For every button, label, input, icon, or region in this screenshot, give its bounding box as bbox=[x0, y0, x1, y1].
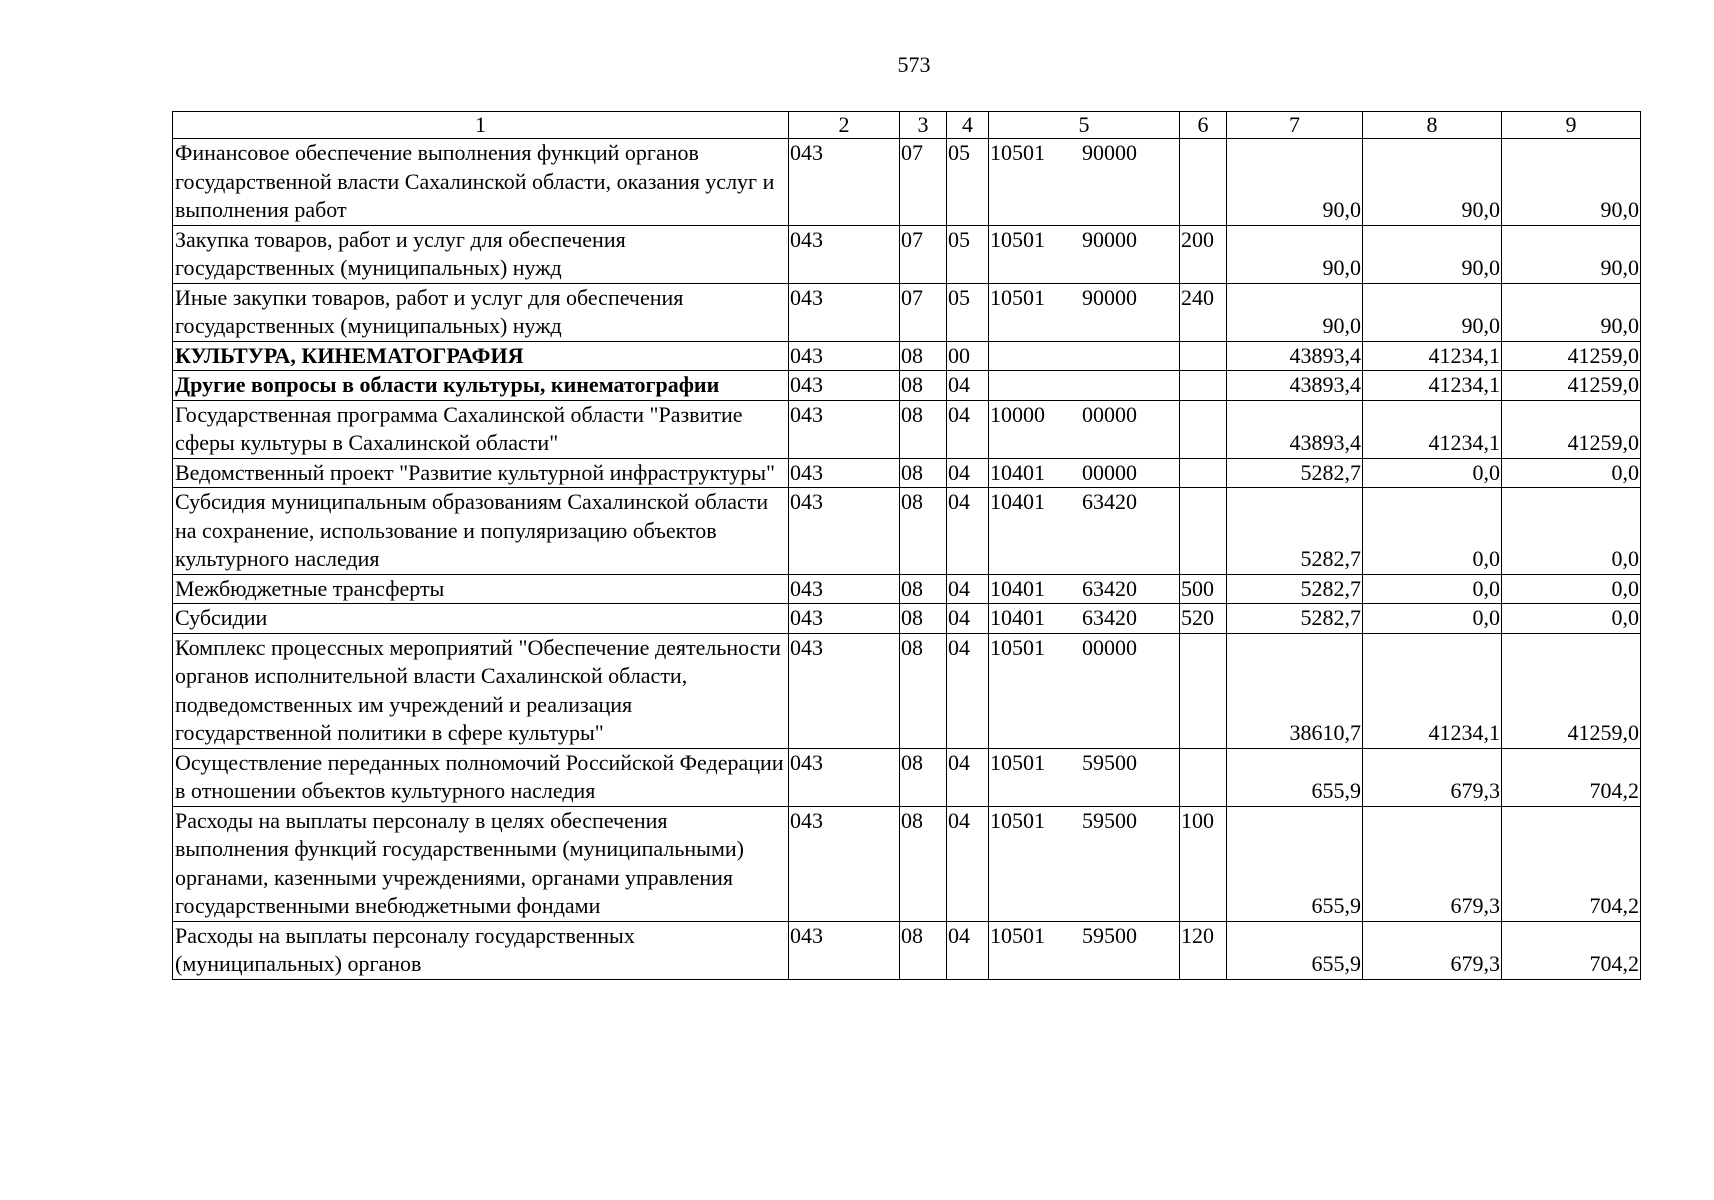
row-value-2026: 90,0 bbox=[1502, 283, 1641, 341]
row-target-code bbox=[989, 225, 1180, 283]
row-value-2024: 655,9 bbox=[1227, 748, 1363, 806]
row-target-code bbox=[989, 400, 1180, 458]
table-row bbox=[173, 806, 1641, 921]
row-target-code bbox=[989, 283, 1180, 341]
row-name: Расходы на выплаты персоналу в целях обеспечения выполнения функций государственными (муниципальными) органами, казенными учреждениями, органами управления государственными внебюджетными фондами bbox=[173, 806, 789, 921]
row-value-2026: 41259,0 bbox=[1502, 400, 1641, 458]
row-name: Иные закупки товаров, работ и услуг для обеспечения государственных (муниципальных) нужд bbox=[173, 283, 789, 341]
row-value-2025: 679,3 bbox=[1363, 921, 1502, 979]
row-vr-code: 240 bbox=[1180, 283, 1227, 341]
row-gr-code: 043 bbox=[789, 341, 900, 371]
target-code-part-a: 10501 bbox=[990, 634, 1045, 660]
column-header: 6 bbox=[1180, 112, 1227, 139]
column-header: 4 bbox=[947, 112, 989, 139]
table-row bbox=[173, 225, 1641, 283]
row-vr-code bbox=[1180, 748, 1227, 806]
row-rz-code: 07 bbox=[900, 139, 947, 226]
row-value-2024: 43893,4 bbox=[1227, 400, 1363, 458]
target-code-part-a: 10401 bbox=[990, 575, 1045, 601]
target-code-part-b: 90000 bbox=[1082, 140, 1137, 165]
row-vr-code: 500 bbox=[1180, 574, 1227, 604]
row-pr-code: 04 bbox=[947, 488, 989, 575]
row-target-code bbox=[989, 341, 1180, 371]
column-header: 8 bbox=[1363, 112, 1502, 139]
row-rz-code: 08 bbox=[900, 748, 947, 806]
row-name: Закупка товаров, работ и услуг для обеспечения государственных (муниципальных) нужд bbox=[173, 225, 789, 283]
row-name: Субсидии bbox=[173, 604, 789, 634]
row-target-code bbox=[989, 574, 1180, 604]
target-code-part-b: 63420 bbox=[1082, 575, 1137, 601]
table-row bbox=[173, 400, 1641, 458]
target-code-part-a: 10401 bbox=[990, 489, 1045, 514]
row-gr-code: 043 bbox=[789, 458, 900, 488]
column-header: 1 bbox=[173, 112, 789, 139]
row-gr-code: 043 bbox=[789, 574, 900, 604]
row-name: Комплекс процессных мероприятий "Обеспечение деятельности органов исполнительной власти Сахалинской области, подведомственных им учреждений и реализация государственной политики в сфере культуры" bbox=[173, 633, 789, 748]
row-value-2025: 41234,1 bbox=[1363, 371, 1502, 401]
row-value-2026: 41259,0 bbox=[1502, 341, 1641, 371]
row-pr-code: 04 bbox=[947, 371, 989, 401]
header-row bbox=[173, 112, 1641, 139]
row-gr-code: 043 bbox=[789, 283, 900, 341]
target-code-part-b: 00000 bbox=[1082, 634, 1137, 660]
target-code-part-b: 59500 bbox=[1082, 922, 1137, 948]
row-name: Государственная программа Сахалинской области "Развитие сферы культуры в Сахалинской области" bbox=[173, 400, 789, 458]
row-value-2024: 655,9 bbox=[1227, 921, 1363, 979]
row-target-code bbox=[989, 748, 1180, 806]
row-rz-code: 08 bbox=[900, 488, 947, 575]
row-value-2025: 41234,1 bbox=[1363, 633, 1502, 748]
row-vr-code: 100 bbox=[1180, 806, 1227, 921]
row-value-2024: 38610,7 bbox=[1227, 633, 1363, 748]
row-name: Осуществление переданных полномочий Российской Федерации в отношении объектов культурного наследия bbox=[173, 748, 789, 806]
target-code-part-a: 10501 bbox=[990, 284, 1045, 310]
row-rz-code: 08 bbox=[900, 400, 947, 458]
row-target-code bbox=[989, 921, 1180, 979]
row-rz-code: 08 bbox=[900, 921, 947, 979]
row-target-code bbox=[989, 139, 1180, 226]
row-value-2024: 5282,7 bbox=[1227, 458, 1363, 488]
row-pr-code: 05 bbox=[947, 139, 989, 226]
budget-table bbox=[172, 111, 1641, 980]
row-value-2026: 704,2 bbox=[1502, 748, 1641, 806]
row-target-code bbox=[989, 604, 1180, 634]
row-value-2026: 0,0 bbox=[1502, 604, 1641, 634]
row-vr-code bbox=[1180, 633, 1227, 748]
column-header: 2 bbox=[789, 112, 900, 139]
row-name: Межбюджетные трансферты bbox=[173, 574, 789, 604]
row-target-code bbox=[989, 458, 1180, 488]
column-header: 7 bbox=[1227, 112, 1363, 139]
table-row bbox=[173, 921, 1641, 979]
row-pr-code: 04 bbox=[947, 806, 989, 921]
row-value-2024: 43893,4 bbox=[1227, 341, 1363, 371]
row-value-2024: 5282,7 bbox=[1227, 488, 1363, 575]
row-target-code bbox=[989, 633, 1180, 748]
target-code-part-a: 10000 bbox=[990, 401, 1045, 427]
target-code-part-b: 00000 bbox=[1082, 401, 1137, 427]
row-vr-code bbox=[1180, 488, 1227, 575]
row-name: Ведомственный проект "Развитие культурной инфраструктуры" bbox=[173, 458, 789, 488]
row-gr-code: 043 bbox=[789, 806, 900, 921]
target-code-part-b: 59500 bbox=[1082, 749, 1137, 775]
target-code-part-a: 10501 bbox=[990, 226, 1045, 252]
table-row bbox=[173, 488, 1641, 575]
row-value-2025: 679,3 bbox=[1363, 748, 1502, 806]
row-vr-code: 200 bbox=[1180, 225, 1227, 283]
target-code-part-a: 10401 bbox=[990, 459, 1045, 485]
row-name: КУЛЬТУРА, КИНЕМАТОГРАФИЯ bbox=[173, 341, 789, 371]
table-row bbox=[173, 748, 1641, 806]
row-rz-code: 07 bbox=[900, 283, 947, 341]
table-row bbox=[173, 139, 1641, 226]
table-row bbox=[173, 341, 1641, 371]
row-pr-code: 04 bbox=[947, 604, 989, 634]
row-pr-code: 04 bbox=[947, 748, 989, 806]
row-value-2025: 90,0 bbox=[1363, 139, 1502, 226]
table-row bbox=[173, 283, 1641, 341]
row-value-2025: 0,0 bbox=[1363, 458, 1502, 488]
target-code-part-b: 90000 bbox=[1082, 284, 1137, 310]
row-value-2025: 41234,1 bbox=[1363, 341, 1502, 371]
row-value-2024: 90,0 bbox=[1227, 225, 1363, 283]
row-rz-code: 08 bbox=[900, 371, 947, 401]
row-pr-code: 04 bbox=[947, 574, 989, 604]
target-code-part-b: 63420 bbox=[1082, 489, 1137, 514]
row-value-2025: 679,3 bbox=[1363, 806, 1502, 921]
row-value-2025: 0,0 bbox=[1363, 574, 1502, 604]
row-value-2026: 0,0 bbox=[1502, 574, 1641, 604]
row-value-2024: 5282,7 bbox=[1227, 604, 1363, 634]
row-value-2024: 43893,4 bbox=[1227, 371, 1363, 401]
row-rz-code: 08 bbox=[900, 633, 947, 748]
row-value-2026: 90,0 bbox=[1502, 139, 1641, 226]
row-vr-code: 520 bbox=[1180, 604, 1227, 634]
row-rz-code: 08 bbox=[900, 806, 947, 921]
target-code-part-b: 00000 bbox=[1082, 459, 1137, 485]
row-gr-code: 043 bbox=[789, 488, 900, 575]
row-value-2026: 90,0 bbox=[1502, 225, 1641, 283]
row-gr-code: 043 bbox=[789, 748, 900, 806]
row-value-2025: 0,0 bbox=[1363, 488, 1502, 575]
target-code-part-b: 63420 bbox=[1082, 605, 1137, 630]
row-pr-code: 04 bbox=[947, 400, 989, 458]
row-vr-code bbox=[1180, 458, 1227, 488]
row-value-2026: 41259,0 bbox=[1502, 633, 1641, 748]
row-value-2026: 41259,0 bbox=[1502, 371, 1641, 401]
row-value-2025: 90,0 bbox=[1363, 283, 1502, 341]
target-code-part-a: 10501 bbox=[990, 807, 1045, 833]
page-number: 573 bbox=[897, 52, 931, 77]
target-code-part-a: 10501 bbox=[990, 922, 1045, 948]
row-value-2025: 0,0 bbox=[1363, 604, 1502, 634]
row-value-2026: 0,0 bbox=[1502, 458, 1641, 488]
row-pr-code: 04 bbox=[947, 921, 989, 979]
column-header: 9 bbox=[1502, 112, 1641, 139]
column-header: 3 bbox=[900, 112, 947, 139]
row-pr-code: 05 bbox=[947, 283, 989, 341]
row-vr-code: 120 bbox=[1180, 921, 1227, 979]
row-gr-code: 043 bbox=[789, 400, 900, 458]
row-value-2024: 655,9 bbox=[1227, 806, 1363, 921]
row-gr-code: 043 bbox=[789, 604, 900, 634]
row-gr-code: 043 bbox=[789, 139, 900, 226]
target-code-part-a: 10501 bbox=[990, 140, 1045, 165]
row-value-2024: 5282,7 bbox=[1227, 574, 1363, 604]
column-header: 5 bbox=[989, 112, 1180, 139]
row-value-2024: 90,0 bbox=[1227, 139, 1363, 226]
row-rz-code: 08 bbox=[900, 574, 947, 604]
target-code-part-b: 59500 bbox=[1082, 807, 1137, 833]
table-row bbox=[173, 574, 1641, 604]
row-name: Финансовое обеспечение выполнения функций органов государственной власти Сахалинской области, оказания услуг и выполнения работ bbox=[173, 139, 789, 226]
row-target-code bbox=[989, 371, 1180, 401]
row-gr-code: 043 bbox=[789, 921, 900, 979]
row-value-2026: 0,0 bbox=[1502, 488, 1641, 575]
row-rz-code: 07 bbox=[900, 225, 947, 283]
row-value-2026: 704,2 bbox=[1502, 921, 1641, 979]
row-rz-code: 08 bbox=[900, 604, 947, 634]
target-code-part-a: 10401 bbox=[990, 605, 1045, 630]
row-target-code bbox=[989, 806, 1180, 921]
table-row bbox=[173, 633, 1641, 748]
row-value-2025: 41234,1 bbox=[1363, 400, 1502, 458]
target-code-part-a: 10501 bbox=[990, 749, 1045, 775]
row-pr-code: 04 bbox=[947, 633, 989, 748]
target-code-part-b: 90000 bbox=[1082, 226, 1137, 252]
row-name: Другие вопросы в области культуры, кинематографии bbox=[173, 371, 789, 401]
row-target-code bbox=[989, 488, 1180, 575]
row-gr-code: 043 bbox=[789, 371, 900, 401]
row-vr-code bbox=[1180, 341, 1227, 371]
row-value-2026: 704,2 bbox=[1502, 806, 1641, 921]
row-vr-code bbox=[1180, 400, 1227, 458]
row-gr-code: 043 bbox=[789, 225, 900, 283]
table-row bbox=[173, 458, 1641, 488]
row-pr-code: 00 bbox=[947, 341, 989, 371]
row-name: Субсидия муниципальным образованиям Сахалинской области на сохранение, использование и популяризацию объектов культурного наследия bbox=[173, 488, 789, 575]
row-vr-code bbox=[1180, 139, 1227, 226]
table-row bbox=[173, 371, 1641, 401]
row-pr-code: 04 bbox=[947, 458, 989, 488]
table-row bbox=[173, 604, 1641, 634]
row-gr-code: 043 bbox=[789, 633, 900, 748]
row-value-2024: 90,0 bbox=[1227, 283, 1363, 341]
row-rz-code: 08 bbox=[900, 458, 947, 488]
row-value-2025: 90,0 bbox=[1363, 225, 1502, 283]
row-pr-code: 05 bbox=[947, 225, 989, 283]
row-rz-code: 08 bbox=[900, 341, 947, 371]
row-name: Расходы на выплаты персоналу государственных (муниципальных) органов bbox=[173, 921, 789, 979]
row-vr-code bbox=[1180, 371, 1227, 401]
